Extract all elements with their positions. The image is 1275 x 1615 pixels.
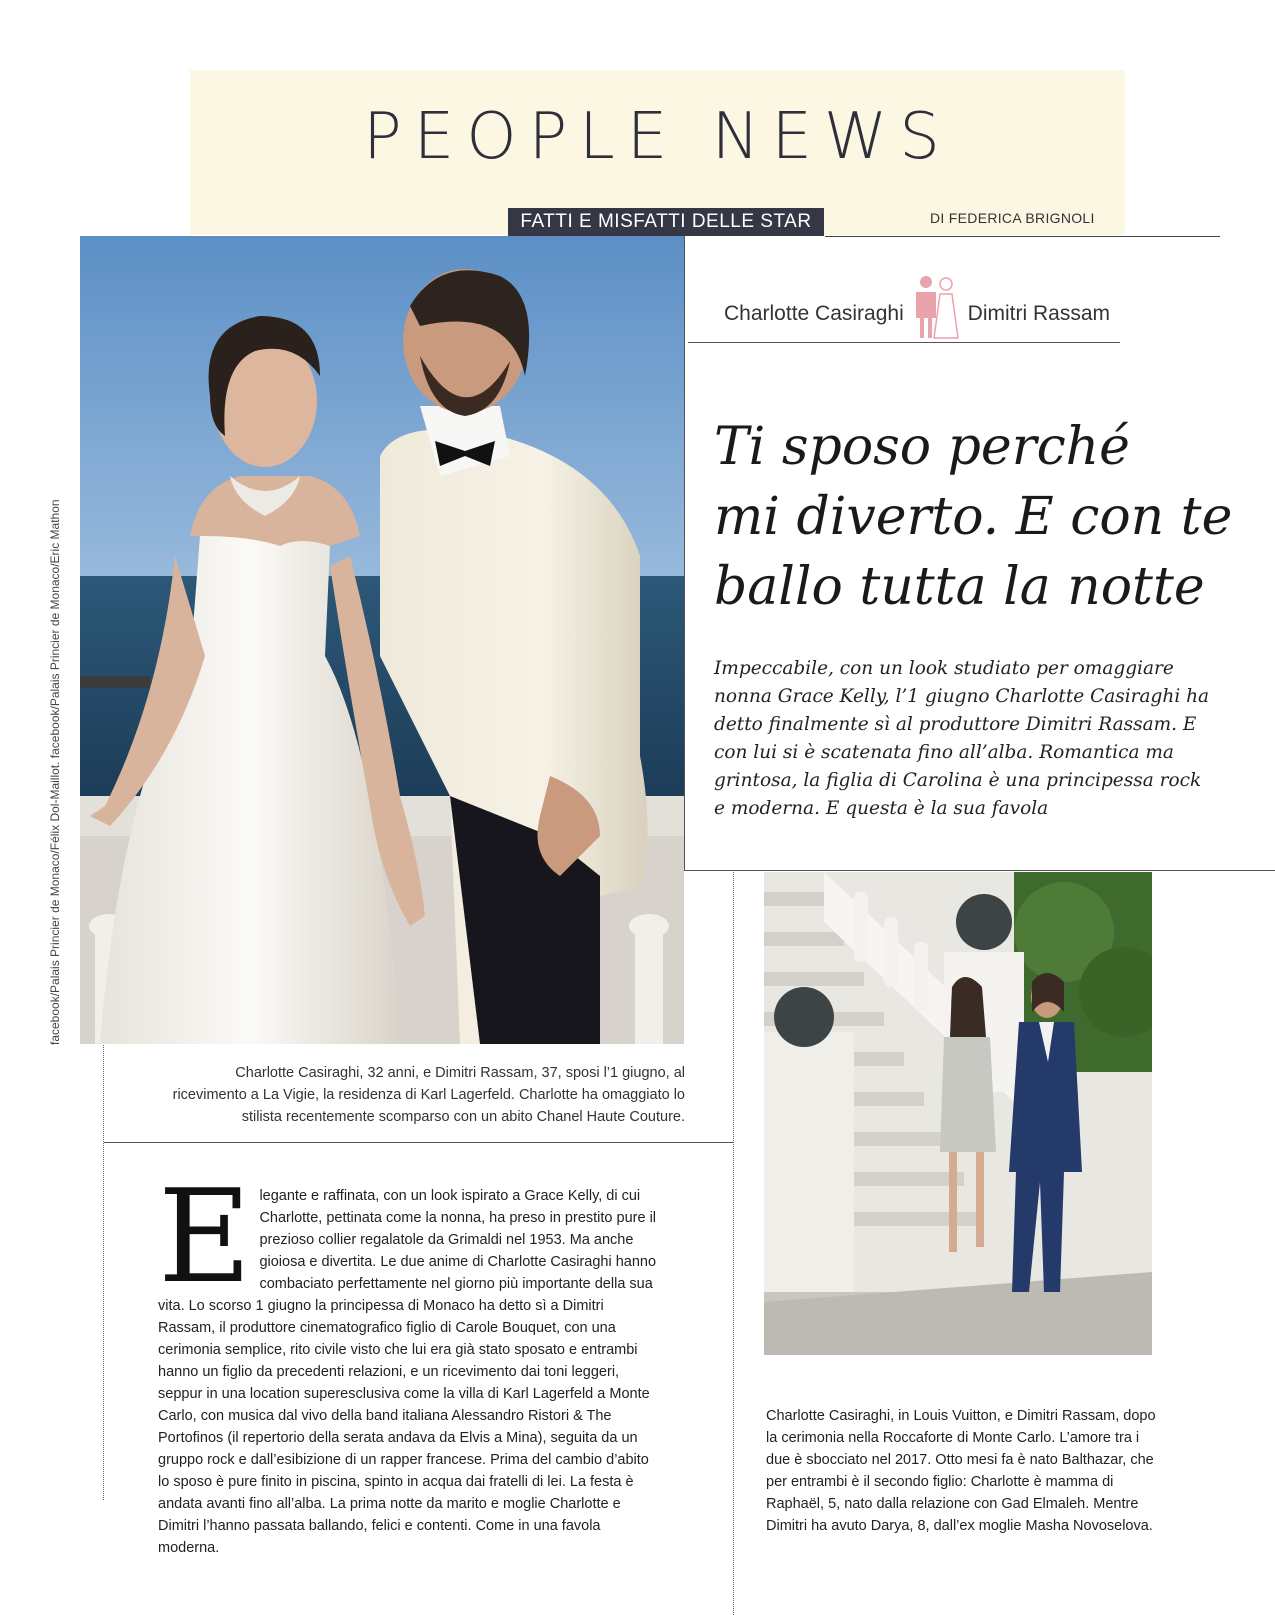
photo-credit: facebook/Palais Princier de Monaco/Félix Dol-Maillot. facebook/Palais Princier de Monaco/Eric Mathon [48,499,62,1045]
headline-line: Ti sposo perché [714,417,1130,477]
left-dotted-rule [103,1045,104,1500]
standfirst: Impeccabile, con un look studiato per omaggiare nonna Grace Kelly, l’1 giugno Charlotte Casiraghi ha detto finalmente sì al produttore Dimitri Rassam. E con lui si è scatenata fino all’alba. Romantica ma grintosa, la figlia di Carolina è una principessa rock e moderna. E questa è la sua favola [714,658,1210,819]
middle-rule [685,870,1275,871]
groom-name: Dimitri Rassam [967,302,1110,325]
middle-dotted-rule [733,872,734,1615]
caption-rule [104,1142,734,1143]
main-photo-caption: Charlotte Casiraghi, 32 anni, e Dimitri Rassam, 37, sposi l’1 giugno, al ricevimento a La Vigie, la residenza di Karl Lagerfeld. Charlotte ha omaggiato lo stilista recentemente scomparso con un abito Chanel Haute Couture. [172,1065,685,1125]
stairs-photo [764,872,1152,1355]
main-wedding-photo [80,236,684,1044]
masthead: PEOPLE NEWS [363,100,952,174]
article-body-text: legante e raffinata, con un look ispirato a Grace Kelly, di cui Charlotte, pettinata come la nonna, ha preso in prestito pure il prezioso collier regalatole da Grimaldi nel 1953. Ma anche gioiosa e divertita. Le due anime di Charlotte Casiraghi hanno combaciato perfettamente nel giorno più importante della sua vita. Lo scorso 1 giugno la principessa di Monaco ha detto sì a Dimitri Rassam, il produttore cinematografico figlio di Carole Bouquet, con una cerimonia semplice, rito civile visto che lui era già stato sposato e entrambi hanno un figlio da precedenti relazioni, e un ricevimento dai toni leggeri, seppur in una location superesclusiva come la villa di Karl Lagerfeld a Monte Carlo, con musica dal vivo della band italiana Alessandro Ristori & The Portofinos (il repertorio della serata andava da Elvis a Mina), seguita da un gruppo rock e dall’esibizione di un rapper francese. Prima del cambio d’abito lo sposo è pure finito in piscina, spinto in acqua dai fratelli di lei. La festa è andata avanti fino all’alba. La prima notte da marito e moglie Charlotte e Dimitri l’hanno passata ballando, felici e contenti. Come in una favola moderna. [158,1188,657,1556]
byline: DI FEDERICA BRIGNOLI [930,210,1095,226]
wedding-couple-illustration [80,236,684,1044]
article-body [158,1163,663,1559]
couple-on-stairs-illustration [764,872,1152,1355]
bride-groom-icon [912,274,960,340]
headline-line: mi diverto. E con te [714,487,1233,547]
vertical-rule [684,236,685,871]
couple-names-row [688,272,1120,343]
stairs-photo-caption: Charlotte Casiraghi, in Louis Vuitton, e Dimitri Rassam, dopo la cerimonia nella Roccaforte di Monte Carlo. L’amore tra i due è sbocciato nel 2017. Otto mesi fa è nato Balthazar, che per entrambi è il secondo figlio: Charlotte è mamma di Raphaël, 5, nato dalla relazione con Gad Elmaleh. Mentre Dimitri ha avuto Darya, 8, dall’ex moglie Masha Novoselova. [766,1408,1156,1534]
bride-name: Charlotte Casiraghi [724,302,904,325]
top-rule [825,236,1220,237]
dropcap: E [158,1163,252,1312]
headline [714,412,1254,622]
section-tag: FATTI E MISFATTI DELLE STAR [508,208,824,236]
headline-line: ballo tutta la notte [714,557,1205,617]
